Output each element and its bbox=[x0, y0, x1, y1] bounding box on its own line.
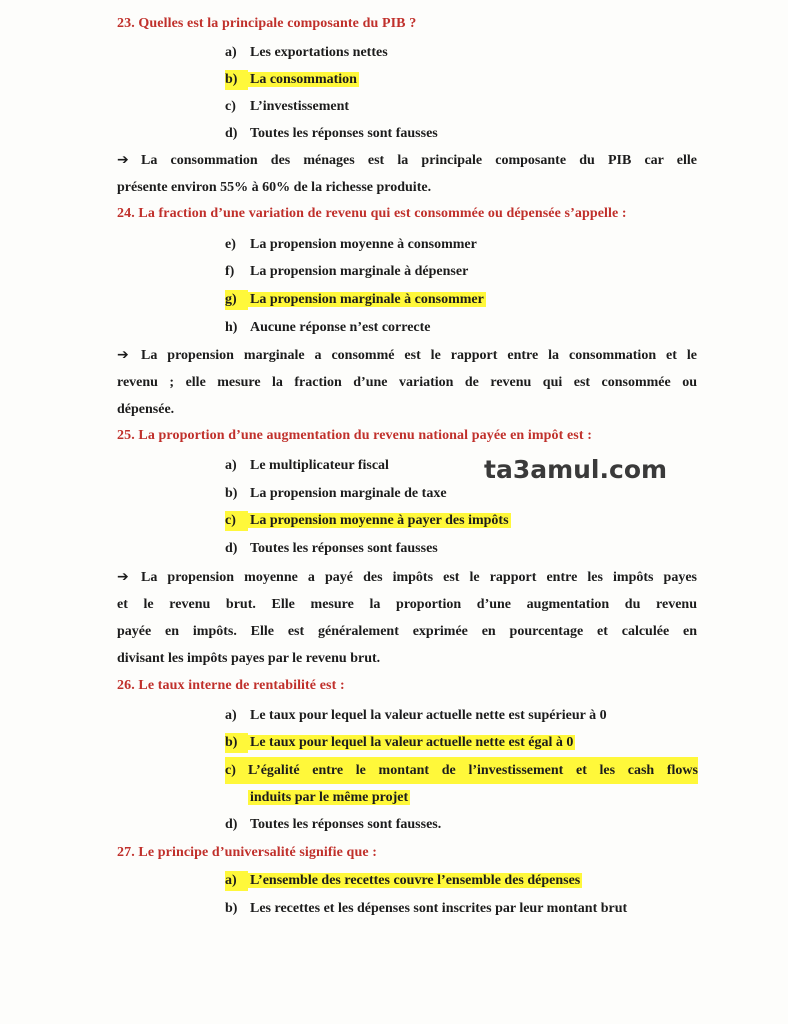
arrow-icon: ➔ bbox=[117, 569, 129, 585]
q26-option-a: a) Le taux pour lequel la valeur actuelle nette est supérieur à 0 bbox=[225, 708, 607, 723]
q25-option-c-highlighted: c) La propension moyenne à payer des impôts bbox=[225, 511, 511, 531]
q24-option-h: h) Aucune réponse n’est correcte bbox=[225, 320, 431, 335]
q27-option-a-highlighted: a) L’ensemble des recettes couvre l’ensemble des dépenses bbox=[225, 871, 582, 891]
q25-option-d: d) Toutes les réponses sont fausses bbox=[225, 541, 438, 556]
watermark-text: ta3amul.com bbox=[484, 455, 668, 484]
q23-explanation: ➔ La consommation des ménages est la principale composante du PIB car elle présente environ 55% à 60% de la richesse produite. bbox=[117, 147, 697, 201]
question-23-title: 23. Quelles est la principale composante du PIB ? bbox=[117, 16, 417, 31]
q24-option-e: e) La propension moyenne à consommer bbox=[225, 237, 477, 252]
question-26-title: 26. Le taux interne de rentabilité est : bbox=[117, 678, 345, 693]
q24-explanation: ➔ La propension marginale a consommé est le rapport entre la consommation et le revenu ; elle mesure la fraction d’une variation de revenu qui est consommée ou dépensée. bbox=[117, 342, 697, 423]
q23-option-a: a) Les exportations nettes bbox=[225, 45, 388, 60]
q23-option-d: d) Toutes les réponses sont fausses bbox=[225, 126, 438, 141]
arrow-icon: ➔ bbox=[117, 152, 129, 168]
q24-option-f: f) La propension marginale à dépenser bbox=[225, 264, 469, 279]
arrow-icon: ➔ bbox=[117, 347, 129, 363]
q25-option-b: b) La propension marginale de taxe bbox=[225, 486, 447, 501]
q26-option-b-highlighted: b) Le taux pour lequel la valeur actuelle nette est égal à 0 bbox=[225, 733, 575, 753]
q24-option-g-highlighted: g) La propension marginale à consommer bbox=[225, 290, 486, 310]
question-24-title: 24. La fraction d’une variation de revenu qui est consommée ou dépensée s’appelle : bbox=[117, 206, 627, 221]
q26-option-d: d) Toutes les réponses sont fausses. bbox=[225, 817, 442, 832]
question-25-title: 25. La proportion d’une augmentation du revenu national payée en impôt est : bbox=[117, 428, 592, 443]
question-27-title: 27. Le principe d’universalité signifie que : bbox=[117, 845, 377, 860]
q23-option-c: c) L’investissement bbox=[225, 99, 350, 114]
q23-option-b-highlighted: b) La consommation bbox=[225, 70, 359, 90]
q25-explanation: ➔ La propension moyenne a payé des impôts est le rapport entre les impôts payes et le revenu brut. Elle mesure la proportion d’une augmentation du revenu payée en impôts. Elle est généralement exprimée en pourcentage et calculée en divisant les impôts payes par le revenu brut. bbox=[117, 564, 697, 672]
q26-option-c-highlighted: c) L’égalité entre le montant de l’investissement et les cash flows induits par le même projet bbox=[225, 757, 698, 811]
q25-option-a: a) Le multiplicateur fiscal bbox=[225, 458, 389, 473]
q27-option-b: b) Les recettes et les dépenses sont inscrites par leur montant brut bbox=[225, 901, 628, 916]
